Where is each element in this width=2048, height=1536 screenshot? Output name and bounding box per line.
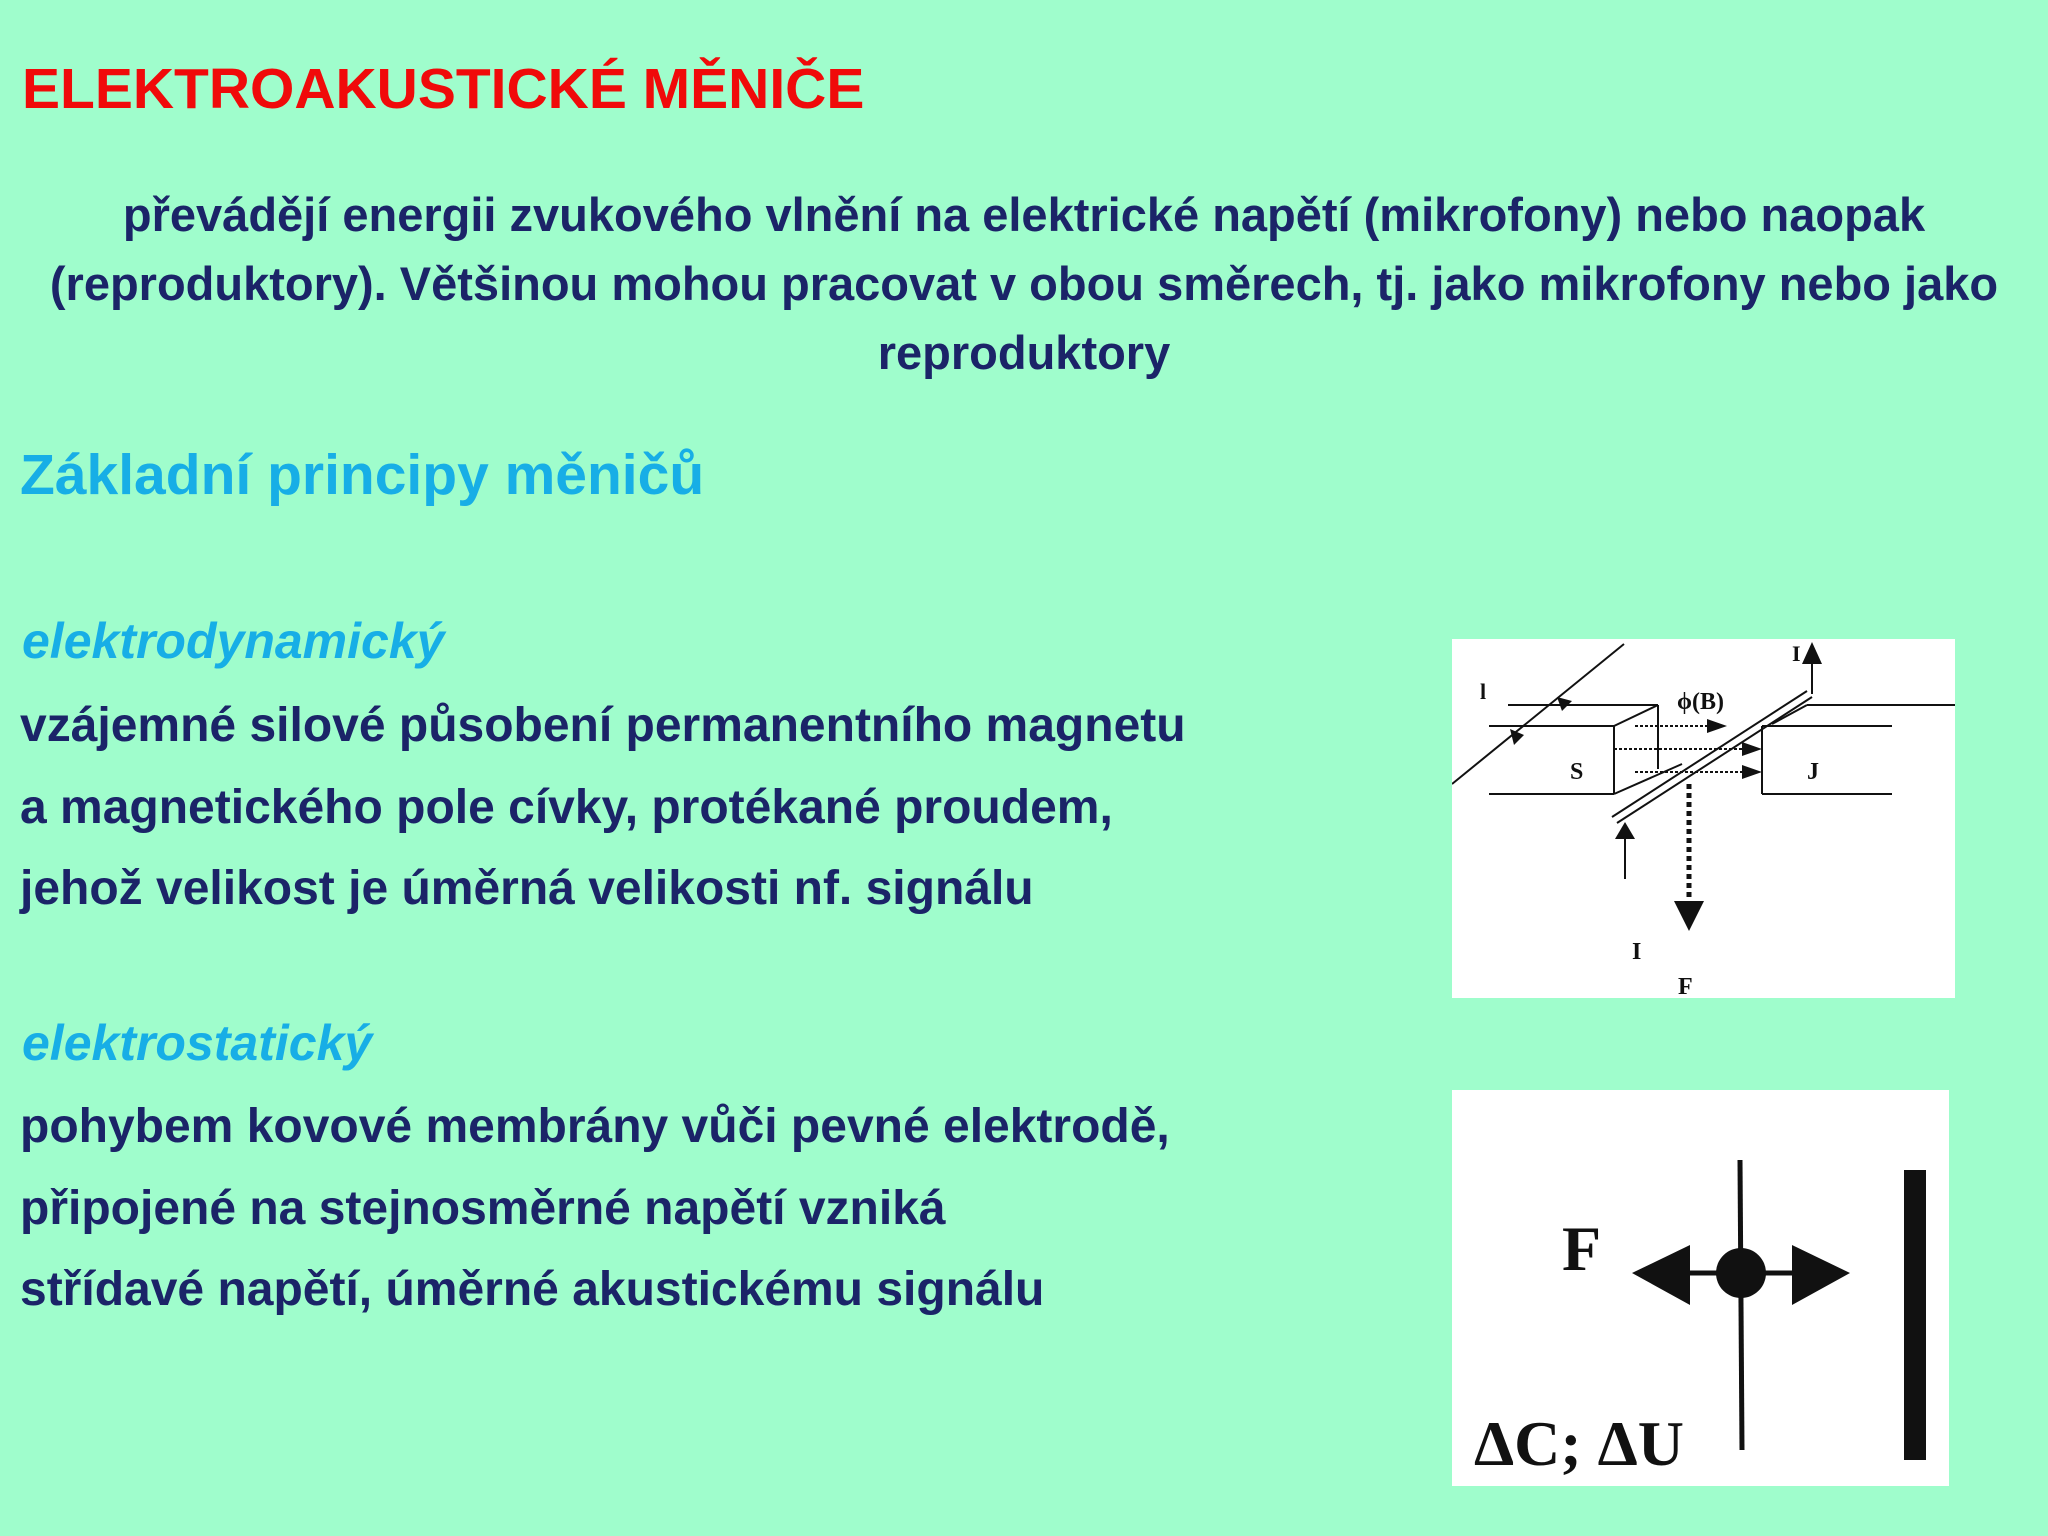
fig-label-force: F <box>1562 1213 1602 1284</box>
fig-label-l: l <box>1480 679 1487 704</box>
fig-label-f: F <box>1678 974 1693 998</box>
fig-label-j: J <box>1807 759 1819 785</box>
text-line: vzájemné silové působení permanentního magnetu <box>20 699 1186 752</box>
fig-label-s: S <box>1570 759 1584 785</box>
fig-label-flux: ϕ(B) <box>1677 689 1724 715</box>
text-line: střídavé napětí, úměrné akustickému signálu <box>20 1263 1045 1316</box>
text-line: jehož velikost je úměrná velikosti nf. signálu <box>20 862 1034 915</box>
electrostatic-diagram <box>1452 1090 1949 1486</box>
type-heading-electrodynamic: elektrodynamický <box>22 613 445 669</box>
intro-paragraph: převádějí energii zvukového vlnění na elektrické napětí (mikrofony) nebo naopak (reproduktory). Většinou mohou pracovat v obou směrech, tj. jako mikrofony nebo jako reproduktory <box>49 188 1999 379</box>
text-line: připojené na stejnosměrné napětí vzniká <box>20 1182 946 1235</box>
text-line: pohybem kovové membrány vůči pevné elektrodě, <box>20 1100 1170 1153</box>
electrodynamic-diagram <box>1452 639 1955 998</box>
text-line: a magnetického pole cívky, protékané proudem, <box>20 781 1113 834</box>
fig-label-i-top: I <box>1792 641 1801 666</box>
section-heading: Základní principy měničů <box>20 443 705 507</box>
fig-label-i-bottom: I <box>1632 939 1642 965</box>
type-heading-electrostatic: elektrostatický <box>22 1015 373 1071</box>
slide-title: ELEKTROAKUSTICKÉ MĚNIČE <box>22 57 865 121</box>
fig-label-delta: ΔC; ΔU <box>1474 1408 1684 1479</box>
